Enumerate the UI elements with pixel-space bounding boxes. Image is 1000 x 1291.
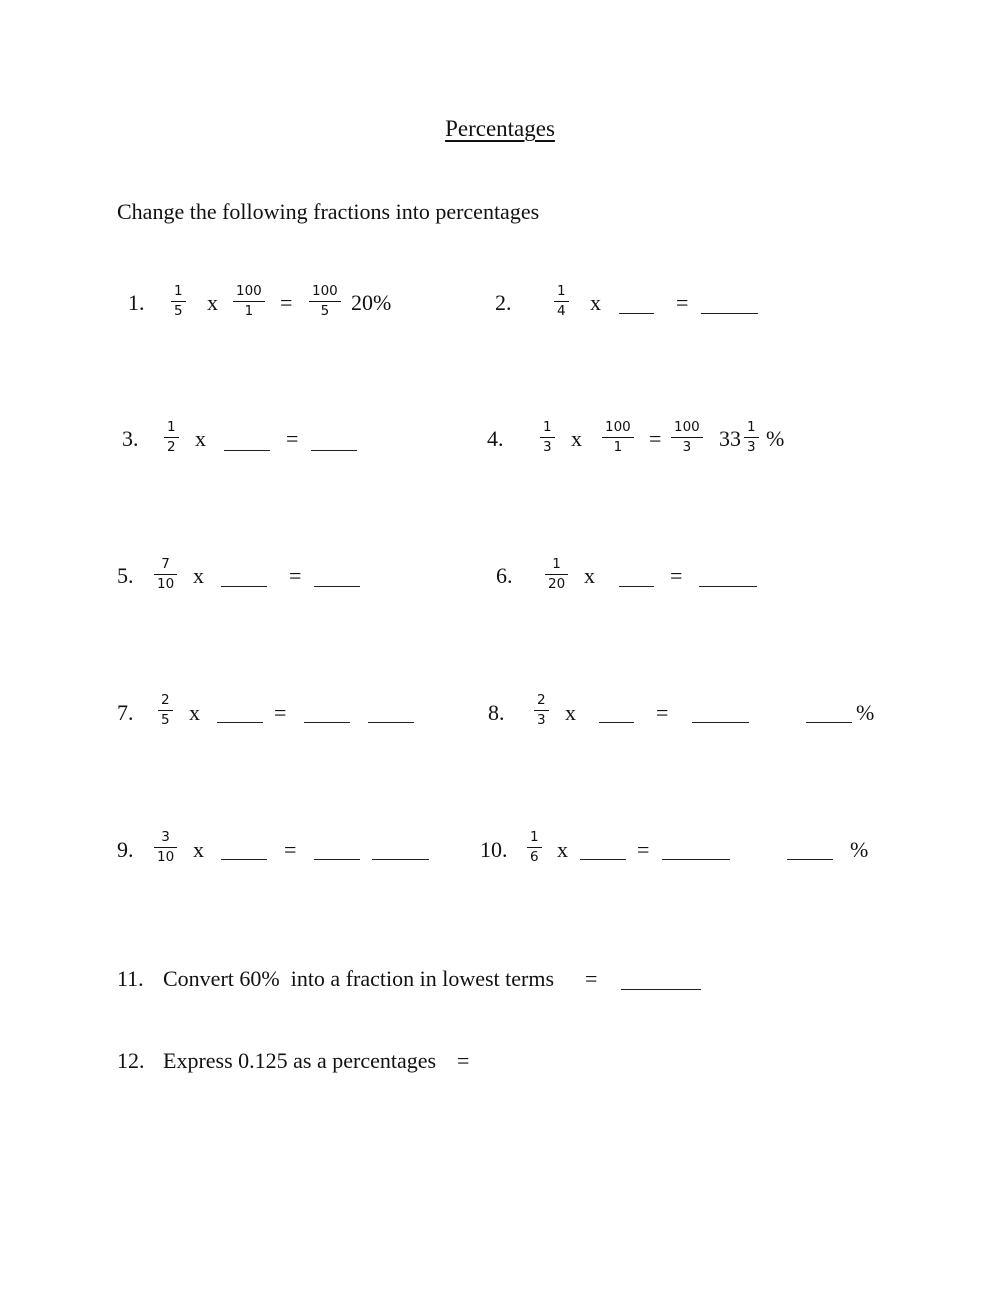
fraction: $\frac{100}{3}$ <box>671 421 703 454</box>
answer-blank[interactable] <box>599 722 634 723</box>
times-sign: x <box>207 290 218 315</box>
answer-blank[interactable] <box>662 859 730 860</box>
answer-blank[interactable] <box>368 722 414 723</box>
answer-blank[interactable] <box>619 586 654 587</box>
fraction: $\frac{1}{3}$ <box>540 421 555 454</box>
fraction: $\frac{1}{4}$ <box>554 285 569 318</box>
page-title: Percentages <box>445 116 555 141</box>
times-sign: x <box>195 426 206 451</box>
question-number: 4. <box>487 426 504 451</box>
times-sign: x <box>189 700 200 725</box>
equals-sign: = <box>670 563 683 588</box>
question-text: Convert 60% into a fraction in lowest terms <box>163 966 555 991</box>
question-number: 7. <box>117 700 134 725</box>
question-number: 5. <box>117 563 134 588</box>
equals-sign: = <box>289 563 302 588</box>
percent-sign: % <box>856 700 875 725</box>
times-sign: x <box>584 563 595 588</box>
fraction: $\frac{100}{1}$ <box>602 421 634 454</box>
answer-blank[interactable] <box>304 722 350 723</box>
answer-blank[interactable] <box>221 859 267 860</box>
question-number: 10. <box>480 837 508 862</box>
question-number: 1. <box>128 290 145 315</box>
fraction: $\frac{100}{1}$ <box>233 285 265 318</box>
fraction: $\frac{1}{6}$ <box>527 831 542 864</box>
answer-blank[interactable] <box>699 586 757 587</box>
question-number: 3. <box>122 426 139 451</box>
question-number: 9. <box>117 837 134 862</box>
times-sign: x <box>590 290 601 315</box>
answer-blank[interactable] <box>311 450 357 451</box>
answer-blank[interactable] <box>314 586 360 587</box>
answer-blank[interactable] <box>372 859 429 860</box>
percent-sign: % <box>850 837 869 862</box>
answer-blank[interactable] <box>217 722 263 723</box>
equals-sign: = <box>274 700 287 725</box>
equals-sign: = <box>457 1048 470 1073</box>
times-sign: x <box>557 837 568 862</box>
fraction: $\frac{1}{20}$ <box>545 558 568 591</box>
fraction: $\frac{7}{10}$ <box>154 558 177 591</box>
answer-blank[interactable] <box>224 450 270 451</box>
times-sign: x <box>193 837 204 862</box>
answer-blank[interactable] <box>314 859 360 860</box>
answer-blank[interactable] <box>221 586 267 587</box>
question-number: 2. <box>495 290 512 315</box>
equals-sign: = <box>585 966 598 991</box>
answer-blank[interactable] <box>619 313 654 314</box>
question-number: 11. <box>117 966 144 991</box>
question-text: Express 0.125 as a percentages <box>163 1048 437 1073</box>
fraction: $\frac{1}{3}$ <box>744 421 759 454</box>
answer-blank[interactable] <box>621 989 701 990</box>
question-number: 12. <box>117 1048 145 1073</box>
answer-blank[interactable] <box>806 722 852 723</box>
answer-whole: 33 <box>719 426 741 451</box>
fraction: $\frac{3}{10}$ <box>154 831 177 864</box>
answer-blank[interactable] <box>787 859 833 860</box>
equals-sign: = <box>656 700 669 725</box>
times-sign: x <box>193 563 204 588</box>
equals-sign: = <box>280 290 293 315</box>
fraction: $\frac{1}{2}$ <box>164 421 179 454</box>
answer-value: 20% <box>351 290 392 315</box>
equals-sign: = <box>676 290 689 315</box>
equals-sign: = <box>637 837 650 862</box>
fraction: $\frac{1}{5}$ <box>171 285 186 318</box>
question-number: 8. <box>488 700 505 725</box>
answer-blank[interactable] <box>701 313 758 314</box>
times-sign: x <box>565 700 576 725</box>
equals-sign: = <box>286 426 299 451</box>
question-number: 6. <box>496 563 513 588</box>
fraction: $\frac{2}{3}$ <box>534 694 549 727</box>
fraction: $\frac{2}{5}$ <box>158 694 173 727</box>
answer-blank[interactable] <box>580 859 626 860</box>
fraction: $\frac{100}{5}$ <box>309 285 341 318</box>
times-sign: x <box>571 426 582 451</box>
answer-blank[interactable] <box>692 722 749 723</box>
equals-sign: = <box>649 426 662 451</box>
equals-sign: = <box>284 837 297 862</box>
percent-sign: % <box>766 426 785 451</box>
instructions: Change the following fractions into percentages <box>117 199 540 224</box>
